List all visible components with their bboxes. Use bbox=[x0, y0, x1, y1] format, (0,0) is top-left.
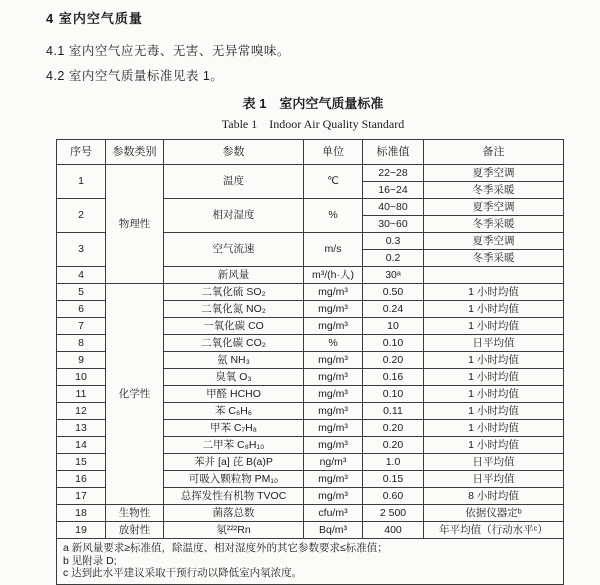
table-cell: mg/m³ bbox=[304, 420, 363, 437]
table-cell: mg/m³ bbox=[304, 471, 363, 488]
table-cell: 0.15 bbox=[363, 471, 424, 488]
table-cell: 依据仪器定ᵇ bbox=[424, 505, 564, 522]
table-cell: 12 bbox=[57, 403, 106, 420]
table-cell: cfu/m³ bbox=[304, 505, 363, 522]
footnote-c: c 达到此水平建议采取干预行动以降低室内氡浓度。 bbox=[63, 567, 303, 579]
table-cell: 冬季采暖 bbox=[424, 216, 564, 233]
table-cell: 2 500 bbox=[363, 505, 424, 522]
table-cell: 1 bbox=[57, 165, 106, 199]
table-cell: % bbox=[304, 335, 363, 352]
table-cell: 0.20 bbox=[363, 420, 424, 437]
table-cell: Bq/m³ bbox=[304, 522, 363, 539]
col-header-unit: 单位 bbox=[304, 140, 363, 165]
col-header-index: 序号 bbox=[57, 140, 106, 165]
table-cell: 11 bbox=[57, 386, 106, 403]
table-cell: 400 bbox=[363, 522, 424, 539]
clause-4-2: 4.2 室内空气质量标准见表 1。 bbox=[46, 69, 224, 83]
table-cell: 0.10 bbox=[363, 335, 424, 352]
air-quality-table bbox=[56, 139, 564, 585]
table-cell: 17 bbox=[57, 488, 106, 505]
table-body bbox=[57, 165, 564, 539]
table-row bbox=[57, 165, 564, 182]
table-cell: 氡²²²Rn bbox=[164, 522, 304, 539]
header-row bbox=[57, 140, 564, 165]
table-cell: 0.60 bbox=[363, 488, 424, 505]
category-cell: 放射性 bbox=[106, 522, 164, 539]
footnote-b: b 见附录 D; bbox=[63, 554, 117, 567]
table-cell: 30~60 bbox=[363, 216, 424, 233]
table-cell: 14 bbox=[57, 437, 106, 454]
table-row bbox=[57, 284, 564, 301]
table-cell: 0.16 bbox=[363, 369, 424, 386]
table-cell: 16~24 bbox=[363, 182, 424, 199]
table-cell: 1 小时均值 bbox=[424, 284, 564, 301]
table-cell: 15 bbox=[57, 454, 106, 471]
table-cell: m/s bbox=[304, 233, 363, 267]
table-cell: 二氧化氮 NO₂ bbox=[164, 301, 304, 318]
table-header bbox=[57, 140, 564, 165]
table-cell: 可吸入颗粒物 PM₁₀ bbox=[164, 471, 304, 488]
table-row bbox=[57, 522, 564, 539]
table-cell: 相对湿度 bbox=[164, 199, 304, 233]
table-cell: mg/m³ bbox=[304, 284, 363, 301]
table-cell: 9 bbox=[57, 352, 106, 369]
table-cell: 1.0 bbox=[363, 454, 424, 471]
footnote-a: a 新风量要求≥标准值，除温度、相对湿度外的其它参数要求≤标准值； bbox=[63, 542, 388, 554]
table-cell: 0.20 bbox=[363, 352, 424, 369]
table-cell: 总挥发性有机物 TVOC bbox=[164, 488, 304, 505]
table-row bbox=[57, 505, 564, 522]
table-cell: 10 bbox=[363, 318, 424, 335]
table-cell: 6 bbox=[57, 301, 106, 318]
table-cell: 0.2 bbox=[363, 250, 424, 267]
clause-4-1: 4.1 室内空气应无毒、无害、无异常嗅味。 bbox=[46, 44, 290, 58]
col-header-parameter: 参数 bbox=[164, 140, 304, 165]
col-header-remark: 备注 bbox=[424, 140, 564, 165]
table-cell bbox=[424, 267, 564, 284]
table-cell: 夏季空调 bbox=[424, 165, 564, 182]
table-cell: m³/(h·人) bbox=[304, 267, 363, 284]
table-cell: 7 bbox=[57, 318, 106, 335]
table-cell: 30ᵃ bbox=[363, 267, 424, 284]
table-cell: 二甲苯 C₈H₁₀ bbox=[164, 437, 304, 454]
category-cell: 化学性 bbox=[106, 284, 164, 505]
table-cell: 18 bbox=[57, 505, 106, 522]
category-cell: 物理性 bbox=[106, 165, 164, 284]
table-cell: 1 小时均值 bbox=[424, 301, 564, 318]
table-cell: 冬季采暖 bbox=[424, 182, 564, 199]
table-cell: % bbox=[304, 199, 363, 233]
table-cell: mg/m³ bbox=[304, 301, 363, 318]
table-cell: 日平均值 bbox=[424, 471, 564, 488]
table-title-en: Table 1 Indoor Air Quality Standard bbox=[221, 117, 405, 131]
table-cell: mg/m³ bbox=[304, 386, 363, 403]
table-cell: 空气流速 bbox=[164, 233, 304, 267]
table-cell: 1 小时均值 bbox=[424, 386, 564, 403]
table-cell: mg/m³ bbox=[304, 369, 363, 386]
table-cell: mg/m³ bbox=[304, 403, 363, 420]
table-cell: 臭氧 O₃ bbox=[164, 369, 304, 386]
table-cell: mg/m³ bbox=[304, 437, 363, 454]
table-cell: ng/m³ bbox=[304, 454, 363, 471]
table-cell: 1 小时均值 bbox=[424, 403, 564, 420]
table-cell: 40~80 bbox=[363, 199, 424, 216]
table-cell: ℃ bbox=[304, 165, 363, 199]
table-cell: 1 小时均值 bbox=[424, 437, 564, 454]
table-cell: 夏季空调 bbox=[424, 199, 564, 216]
table-cell: 1 小时均值 bbox=[424, 352, 564, 369]
table-cell: 温度 bbox=[164, 165, 304, 199]
table-cell: 日平均值 bbox=[424, 335, 564, 352]
table-cell: mg/m³ bbox=[304, 352, 363, 369]
table-cell: 8 bbox=[57, 335, 106, 352]
table-cell: 日平均值 bbox=[424, 454, 564, 471]
table-cell: 0.11 bbox=[363, 403, 424, 420]
table-cell: 0.24 bbox=[363, 301, 424, 318]
table-cell: 菌落总数 bbox=[164, 505, 304, 522]
table-cell: 22~28 bbox=[363, 165, 424, 182]
table-cell: 0.10 bbox=[363, 386, 424, 403]
table-cell: mg/m³ bbox=[304, 318, 363, 335]
table-cell: 一氧化碳 CO bbox=[164, 318, 304, 335]
table-cell: 2 bbox=[57, 199, 106, 233]
table-cell: 甲醛 HCHO bbox=[164, 386, 304, 403]
table-cell: 年平均值（行动水平ᶜ） bbox=[424, 522, 564, 539]
table-cell: 二氧化硫 SO₂ bbox=[164, 284, 304, 301]
col-header-standard-value: 标准值 bbox=[363, 140, 424, 165]
table-cell: 冬季采暖 bbox=[424, 250, 564, 267]
table-cell: 0.50 bbox=[363, 284, 424, 301]
table-cell: 19 bbox=[57, 522, 106, 539]
table-footer bbox=[57, 539, 564, 585]
footnotes-cell bbox=[57, 539, 564, 585]
table-cell: 5 bbox=[57, 284, 106, 301]
table-cell: 苯并 [a] 芘 B(a)P bbox=[164, 454, 304, 471]
table-cell: mg/m³ bbox=[304, 488, 363, 505]
section-heading: 4 室内空气质量 bbox=[46, 11, 143, 26]
table-cell: 0.20 bbox=[363, 437, 424, 454]
table-cell: 1 小时均值 bbox=[424, 318, 564, 335]
table-cell: 10 bbox=[57, 369, 106, 386]
table-cell: 苯 C₆H₆ bbox=[164, 403, 304, 420]
table-cell: 二氧化碳 CO₂ bbox=[164, 335, 304, 352]
table-cell: 1 小时均值 bbox=[424, 420, 564, 437]
col-header-category: 参数类别 bbox=[106, 140, 164, 165]
table-cell: 甲苯 C₇H₈ bbox=[164, 420, 304, 437]
table-cell: 氨 NH₃ bbox=[164, 352, 304, 369]
table-title-zh: 表 1 室内空气质量标准 bbox=[242, 96, 384, 111]
table-cell: 3 bbox=[57, 233, 106, 267]
table-cell: 4 bbox=[57, 267, 106, 284]
table-cell: 新风量 bbox=[164, 267, 304, 284]
table-cell: 0.3 bbox=[363, 233, 424, 250]
footnote-row bbox=[57, 539, 564, 585]
table-cell: 夏季空调 bbox=[424, 233, 564, 250]
table-cell: 16 bbox=[57, 471, 106, 488]
table-cell: 8 小时均值 bbox=[424, 488, 564, 505]
table-cell: 1 小时均值 bbox=[424, 369, 564, 386]
category-cell: 生物性 bbox=[106, 505, 164, 522]
table-cell: 13 bbox=[57, 420, 106, 437]
